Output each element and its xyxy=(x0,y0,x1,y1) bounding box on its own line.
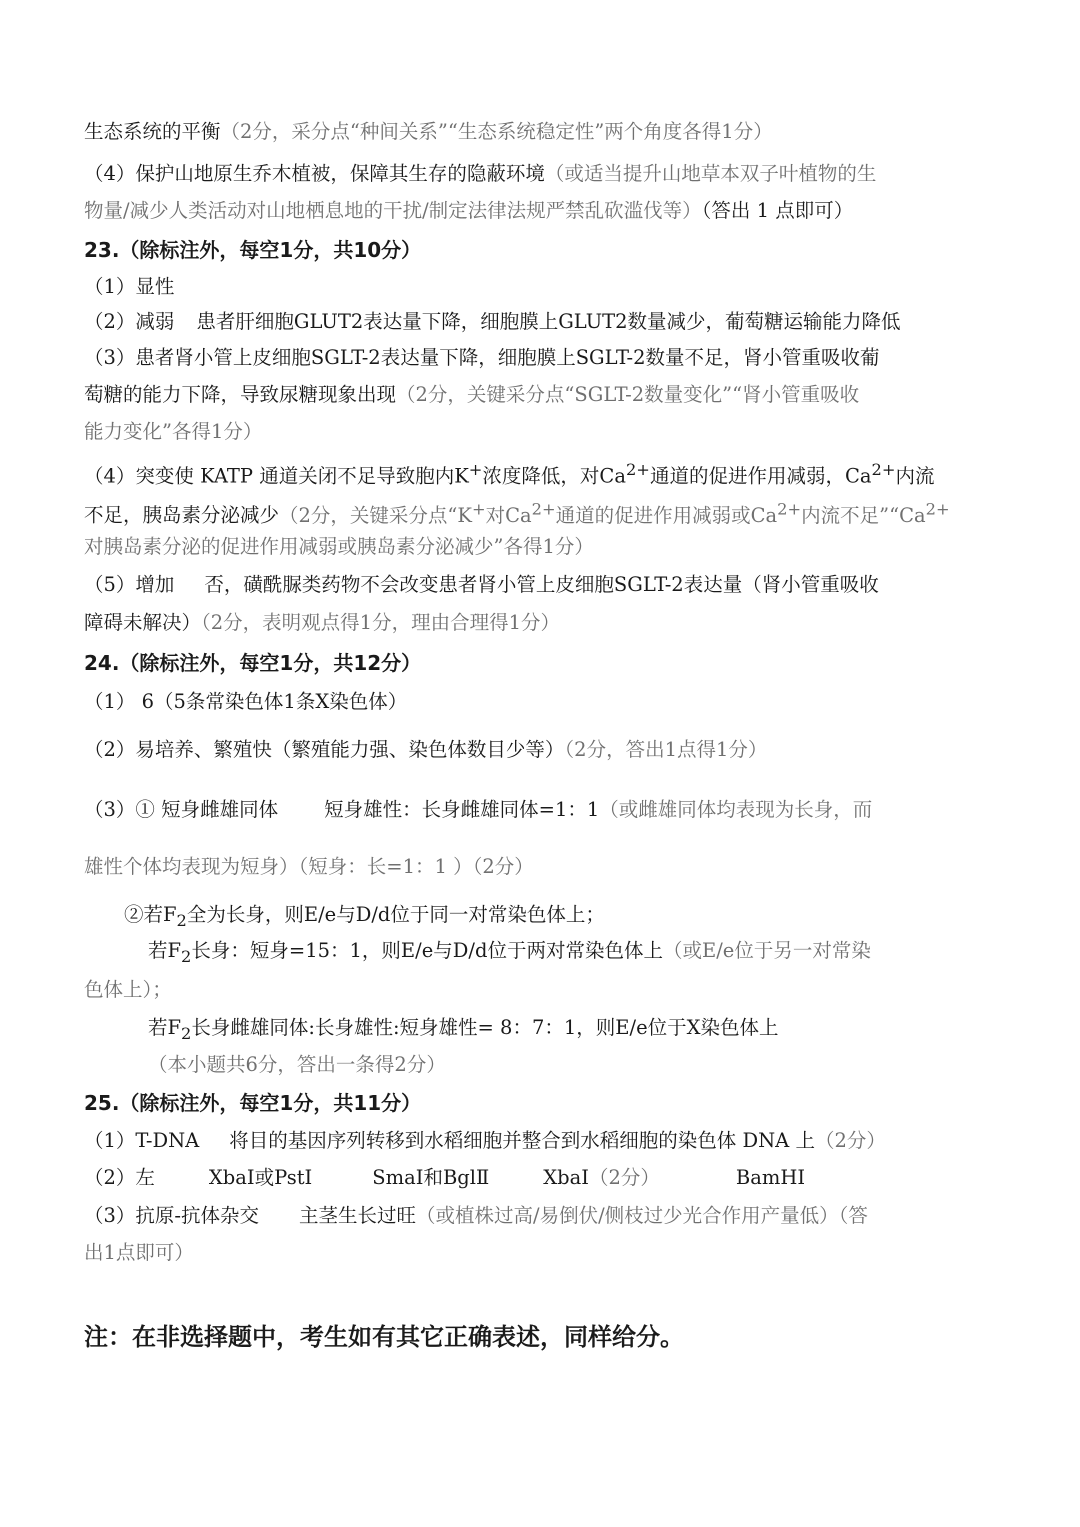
text-line xyxy=(84,735,994,765)
answer-text: （3）抗原-抗体杂交 xyxy=(84,1204,259,1227)
scoring-note: （或适当提升山地草本双子叶植物的生 xyxy=(544,162,877,185)
scoring-note: （2分） xyxy=(814,1129,886,1152)
answer-text: SmaⅠ和BglⅡ xyxy=(372,1166,490,1189)
answer-text: 若F xyxy=(148,1016,182,1039)
answer-text: 障碍未解决） xyxy=(84,611,202,634)
answer-text: 若F xyxy=(148,939,182,962)
subscript: 2 xyxy=(176,910,187,930)
text-line xyxy=(84,975,994,1005)
scoring-note: （2分，关键采分点“K+对$Ca^{2+}$通道的促进作用减弱或$Ca^{2+}$内流不足$”“Ca^{2+}$ xyxy=(279,499,950,527)
answer-text: 浓度降低，对Ca xyxy=(482,464,626,488)
answer-text: 生态系统的平衡 xyxy=(84,120,221,143)
scoring-note: （或植株过高/易倒伏/侧枝过少光合作用产量低）（答 xyxy=(416,1204,868,1227)
scoring-note: （本小题共6分，答出一条得2分） xyxy=(148,1053,446,1076)
text-line xyxy=(84,307,994,337)
text-line xyxy=(84,1126,994,1156)
scoring-note: （2分，答出1点得1分） xyxy=(564,738,768,761)
scoring-note: （或雌雄同体均表现为长身，而 xyxy=(599,798,873,821)
superscript: 2+ xyxy=(871,460,896,479)
answer-text: XbaⅠ xyxy=(543,1166,589,1189)
scoring-note: 雄性个体均表现为短身）（短身：长=1：1 ）（2分） xyxy=(84,855,534,878)
answer-text: （4）突变使 KATP 通道关闭不足导致胞内K xyxy=(84,464,469,488)
footer-note: 注：在非选择题中，考生如有其它正确表述，同样给分。 xyxy=(84,1323,684,1351)
section-heading-25: 25.（除标注外，每空1分，共11分） xyxy=(84,1091,422,1115)
text-line xyxy=(84,608,994,638)
text-line xyxy=(84,196,994,226)
text-line xyxy=(84,795,994,825)
answer-text: （4）保护山地原生乔木植被，保障其生存的隐蔽环境 xyxy=(84,162,545,185)
text-line xyxy=(148,1013,994,1049)
answer-text: 不足，胰岛素分泌减少 xyxy=(84,503,280,527)
scoring-note: 色体上）； xyxy=(84,978,172,1001)
answer-text: （3）① 短身雌雄同体 xyxy=(84,798,279,821)
answer-23-3: （3）患者肾小管上皮细胞SGLT-2表达量下降，细胞膜上SGLT-2数量不足，肾小管重吸收葡 xyxy=(84,346,880,369)
answer-text: 全为长身，则E/e与D/d位于同一对常染色体上； xyxy=(186,903,605,926)
answer-text: （2）左 xyxy=(84,1166,155,1189)
answer-text: 萄糖的能力下降，导致尿糖现象出现 xyxy=(84,383,397,406)
scoring-note: （2分） xyxy=(588,1166,660,1189)
superscript: + xyxy=(468,460,483,479)
scoring-note: （2分，采分点“种间关系”“生态系统稳定性”两个角度各得1分） xyxy=(220,120,773,143)
scoring-note: 物量/减少人类活动对山地栖息地的干扰/制定法律法规严禁乱砍滥伐等） xyxy=(84,199,702,222)
scoring-note: 对胰岛素分泌的促进作用减弱或胰岛素分泌减少”各得1分） xyxy=(84,535,594,558)
text-line xyxy=(84,455,994,492)
text-line xyxy=(84,159,994,189)
scoring-note: 能力变化”各得1分） xyxy=(84,420,263,443)
answer-23-1: （1）显性 xyxy=(84,275,175,298)
answer-text: XbaⅠ或PstⅠ xyxy=(208,1166,313,1189)
answer-text: 短身雄性：长身雌雄同体=1：1 xyxy=(324,798,600,821)
answer-24-1: （1） 6（5条常染色体1条X染色体） xyxy=(84,690,408,713)
text-line xyxy=(148,936,994,972)
text-line xyxy=(124,900,994,936)
answer-text: 通道的促进作用减弱，Ca xyxy=(649,464,872,488)
text-line xyxy=(84,117,994,147)
answer-text: 患者肝细胞GLUT2表达量下降，细胞膜上GLUT2数量减少，葡萄糖运输能力降低 xyxy=(196,310,901,333)
scoring-note: （或E/e位于另一对常染 xyxy=(662,939,871,962)
answer-text: 主茎生长过旺 xyxy=(299,1204,417,1227)
section-heading-23: 23.（除标注外，每空1分，共10分） xyxy=(84,238,422,262)
answer-text: （答出 1 点即可） xyxy=(701,199,854,222)
text-line xyxy=(84,570,994,600)
answer-text: 长身：短身=15：1，则E/e与D/d位于两对常染色体上 xyxy=(191,939,663,962)
answer-text: （2）易培养、繁殖快（繁殖能力强、染色体数目少等） xyxy=(84,738,565,761)
subscript: 2 xyxy=(181,1023,192,1043)
subscript: 2 xyxy=(181,946,192,966)
answer-text: 内流 xyxy=(895,464,935,488)
text-line xyxy=(84,1201,994,1231)
text-line xyxy=(84,494,994,531)
scoring-note: （2分，表明观点得1分，理由合理得1分） xyxy=(201,611,560,634)
superscript: 2+ xyxy=(625,460,650,479)
text-line xyxy=(84,1163,994,1193)
answer-text: 否，磺酰脲类药物不会改变患者肾小管上皮细胞SGLT-2表达量（肾小管重吸收 xyxy=(204,573,879,596)
text-line xyxy=(84,380,994,410)
scoring-note: （2分，关键采分点“SGLT-2数量变化”“肾小管重吸收 xyxy=(396,383,860,406)
answer-text: 长身雌雄同体:长身雄性:短身雄性= 8：7：1，则E/e位于X染色体上 xyxy=(191,1016,779,1039)
scoring-note: 出1点即可） xyxy=(84,1241,194,1264)
answer-text: （5）增加 xyxy=(84,573,175,596)
answer-text: ②若F xyxy=(124,903,177,926)
answer-text: （1）T-DNA xyxy=(84,1129,200,1152)
answer-text: 将目的基因序列转移到水稻细胞并整合到水稻细胞的染色体 DNA 上 xyxy=(229,1129,815,1152)
answer-text: BamHⅠ xyxy=(735,1166,806,1189)
section-heading-24: 24.（除标注外，每空1分，共12分） xyxy=(84,651,422,675)
answer-text: （2）减弱 xyxy=(84,310,175,333)
